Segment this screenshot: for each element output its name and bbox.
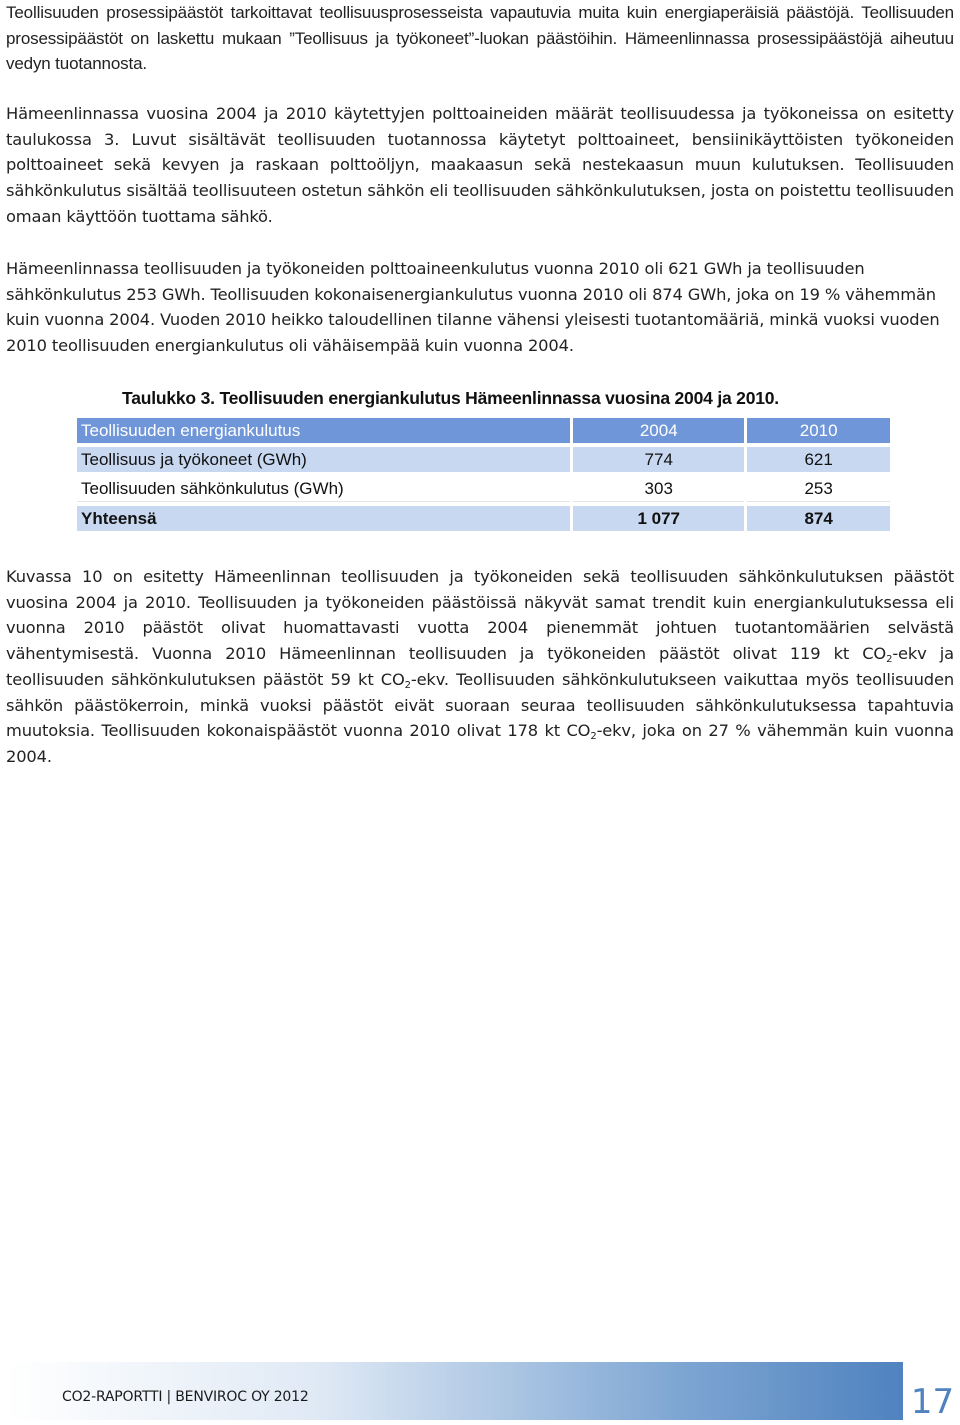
table-cell: Teollisuus ja työkoneet (GWh) bbox=[77, 447, 570, 472]
co2-subscript: 2 bbox=[404, 679, 411, 691]
table-cell: 874 bbox=[747, 506, 890, 531]
table-header-cell: 2010 bbox=[747, 418, 890, 443]
table-caption: Taulukko 3. Teollisuuden energiankulutus Hämeenlinnassa vuosina 2004 ja 2010. bbox=[122, 388, 779, 408]
table-cell: Yhteensä bbox=[77, 506, 570, 531]
table-cell: 253 bbox=[747, 476, 890, 502]
table-row bbox=[77, 447, 890, 472]
energy-table bbox=[74, 414, 893, 535]
co2-subscript: 2 bbox=[886, 654, 893, 666]
emissions-text-c: -ekv. Teollisuuden sähkönkulutukseen vaikuttaa myös teollisuuden sähkön päästökerroin, minkä vuoksi päästöt eivät suoraan seuraa teollisuuden sähkönkulutuksessa tapahtuvia muutoksia. Teollisuuden kokonaispäästöt vuonna 2010 olivat 178 kt CO bbox=[6, 669, 954, 741]
table-header-cell: 2004 bbox=[573, 418, 744, 443]
table-total-row bbox=[77, 506, 890, 531]
emissions-paragraph bbox=[6, 564, 954, 770]
emissions-text-d: -ekv, joka on 27 % vähemmän kuin vuonna 2004. bbox=[6, 721, 954, 766]
table-cell: 621 bbox=[747, 447, 890, 472]
table-cell: 303 bbox=[573, 476, 744, 502]
page-number: 17 bbox=[910, 1382, 955, 1422]
table-header-cell: Teollisuuden energiankulutus bbox=[77, 418, 570, 443]
fuel-paragraph: Hämeenlinnassa vuosina 2004 ja 2010 käytettyjen polttoaineiden määrät teollisuudessa ja työkoneissa on esitetty taulukossa 3. Luvut sisältävät teollisuuden tuotannossa käytetyt polttoaineet, bensiinikäyttöisten työkoneiden polttoaineet sekä kevyen ja raskaan polttoöljyn, maakaasun sekä nestekaasun muun kulutuksen. Teollisuuden sähkönkulutus sisältää teollisuuteen ostetun sähkön eli teollisuuden sähkönkulutuksen, josta on poistettu teollisuuden omaan käyttöön tuottama sähkö. bbox=[6, 104, 954, 226]
table-cell: 774 bbox=[573, 447, 744, 472]
intro-paragraph bbox=[6, 0, 954, 77]
intro-paragraph-text: Teollisuuden prosessipäästöt tarkoittavat teollisuusprosesseista vapautuvia muita kuin energiaperäisiä päästöjä. Teollisuuden prosessipäästöt on laskettu mukaan ”Teollisuus ja työkoneet”-luokan päästöihin. Hämeenlinnassa prosessipäästöjä aiheutuu vedyn tuotannosta. bbox=[6, 3, 954, 74]
emissions-text-b: -ekv ja teollisuuden sähkönkulutuksen päästöt 59 kt CO bbox=[6, 644, 954, 689]
footer-text: CO2-RAPORTTI | BENVIROC OY 2012 bbox=[62, 1389, 309, 1405]
consumption-paragraph: Hämeenlinnassa teollisuuden ja työkoneiden polttoaineenkulutus vuonna 2010 oli 621 GWh ja teollisuuden sähkönkulutus 253 GWh. Teollisuuden kokonaisenergiankulutus vuonna 2010 oli 874 GWh, joka on 19 % vähemmän kuin vuonna 2004. Vuoden 2010 heikko taloudellinen tilanne vähensi yleisesti tuotantomääriä, minkä vuoksi vuoden 2010 teollisuuden energiankulutus oli vähäisempää kuin vuonna 2004. bbox=[6, 259, 940, 356]
table-cell: 1 077 bbox=[573, 506, 744, 531]
table-row bbox=[77, 476, 890, 502]
emissions-text-a: Kuvassa 10 on esitetty Hämeenlinnan teollisuuden ja työkoneiden sekä teollisuuden sähkönkulutuksen päästöt vuosina 2004 ja 2010. Teollisuuden ja työkoneiden päästöissä näkyvät samat trendit kuin energiankulutuksessa eli vuonna 2010 päästöt olivat huomattavasti vuotta 2004 pienemmät johtuen tuotantomäärien selvästä vähentymisestä. Vuonna 2010 Hämeenlinnan teollisuuden ja työkoneiden päästöt olivat 119 kt CO bbox=[6, 567, 954, 664]
table-header-row bbox=[77, 418, 890, 443]
table-cell: Teollisuuden sähkönkulutus (GWh) bbox=[77, 476, 570, 502]
co2-subscript: 2 bbox=[590, 731, 597, 743]
